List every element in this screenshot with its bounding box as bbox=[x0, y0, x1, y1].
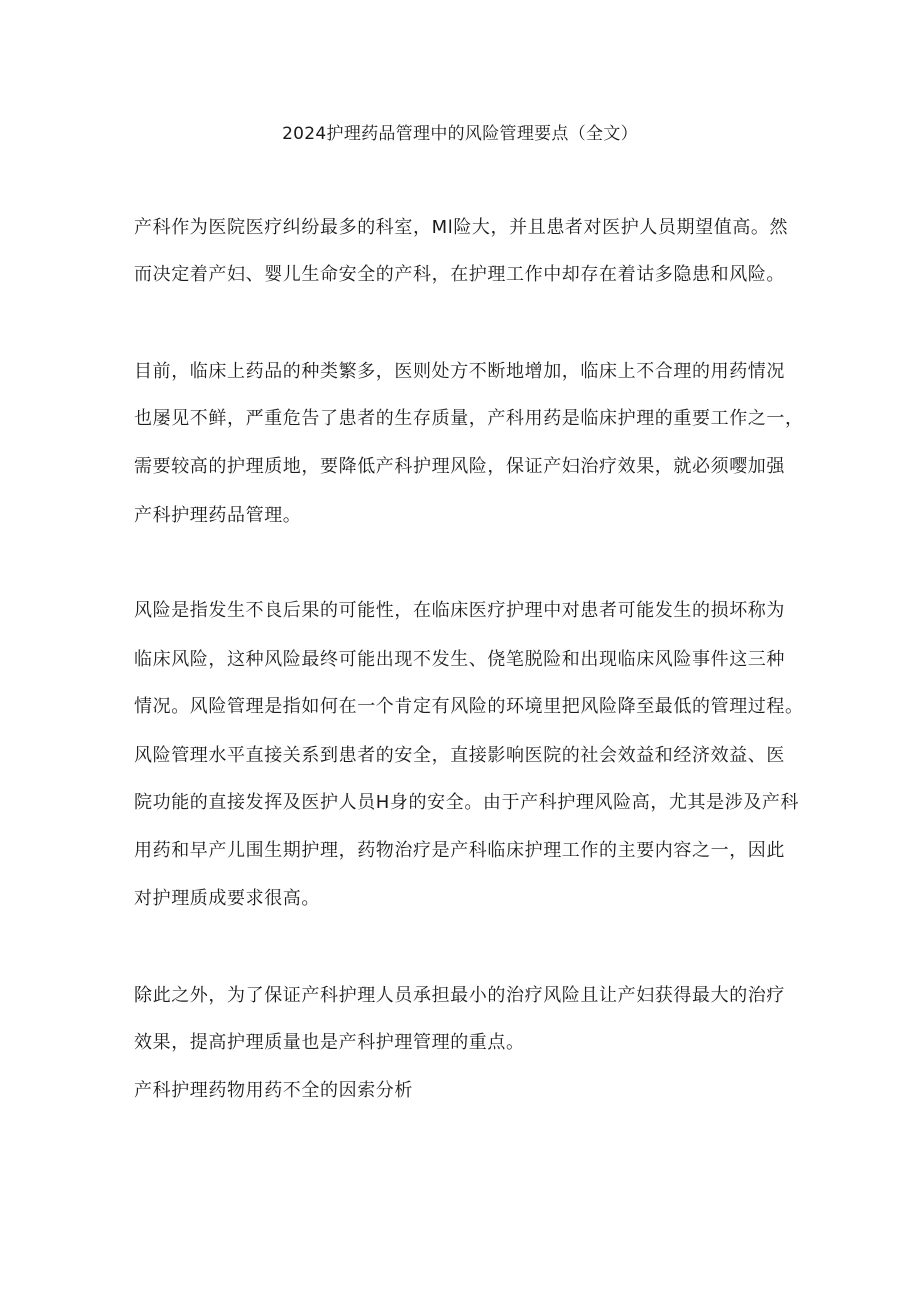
paragraph-4-line-1: 除此之外，为了保证产科护理人员承担最小的治疗风险且让产妇获得最大的治疗 bbox=[134, 985, 785, 1006]
paragraph-3-line-2: 临床风险，这种风险最终可能出现不发生、侥笔脱险和出现临床风险事件这三种 bbox=[134, 649, 785, 670]
paragraph-1-line-2: 而决定着产妇、婴儿生命安全的产科，在护理工作中却存在着诂多隐患和风险。 bbox=[134, 264, 785, 285]
paragraph-3-line-4: 风险管理水平直接关系到患者的安全，直接影响医院的社会效益和经济效益、医 bbox=[134, 745, 785, 766]
paragraph-3-line-7: 对护理质成要求很高。 bbox=[134, 888, 320, 909]
paragraph-2-line-4: 产科护理药品管理。 bbox=[134, 505, 302, 526]
paragraph-1-line-1: 产科作为医院医疗纠纷最多的科室，Ml险大，并且患者对医护人员期望值高。然 bbox=[134, 217, 789, 238]
paragraph-4-line-2: 效果，提高护理质量也是产科护理管理的重点。 bbox=[134, 1032, 525, 1053]
paragraph-2-line-2: 也屡见不鲜，严重危告了患者的生存质量，产科用药是临床护理的重要工作之一， bbox=[134, 408, 804, 429]
paragraph-2-line-1: 目前，临床上药品的种类繁多，医则处方不断地增加，临床上不合理的用药情况 bbox=[134, 361, 785, 382]
paragraph-2-line-3: 需要较高的护理质地，要降低产科护理风险，保证产妇治疗效果，就必须嘤加强 bbox=[134, 456, 785, 477]
paragraph-3-line-3: 情况。风险管理是指如何在一个肯定有风险的环境里把风险降至最低的管理过程。 bbox=[134, 696, 804, 717]
paragraph-3-line-6: 用药和早产儿围生期护理，药物治疗是产科临床护理工作的主要内容之一，因此 bbox=[134, 840, 785, 861]
paragraph-3-line-1: 风险是指发生不良后果的可能性，在临床医疗护理中对患者可能发生的损坏称为 bbox=[134, 600, 785, 621]
paragraph-3-line-5: 院功能的直接发挥及医护人员H身的安全。由于产科护理风险高，尤其是涉及产科 bbox=[134, 792, 800, 813]
section-heading: 产科护理药物用药不全的因索分析 bbox=[134, 1080, 413, 1101]
document-title: 2024护理药品管理中的风险管理要点（全文） bbox=[282, 124, 638, 144]
